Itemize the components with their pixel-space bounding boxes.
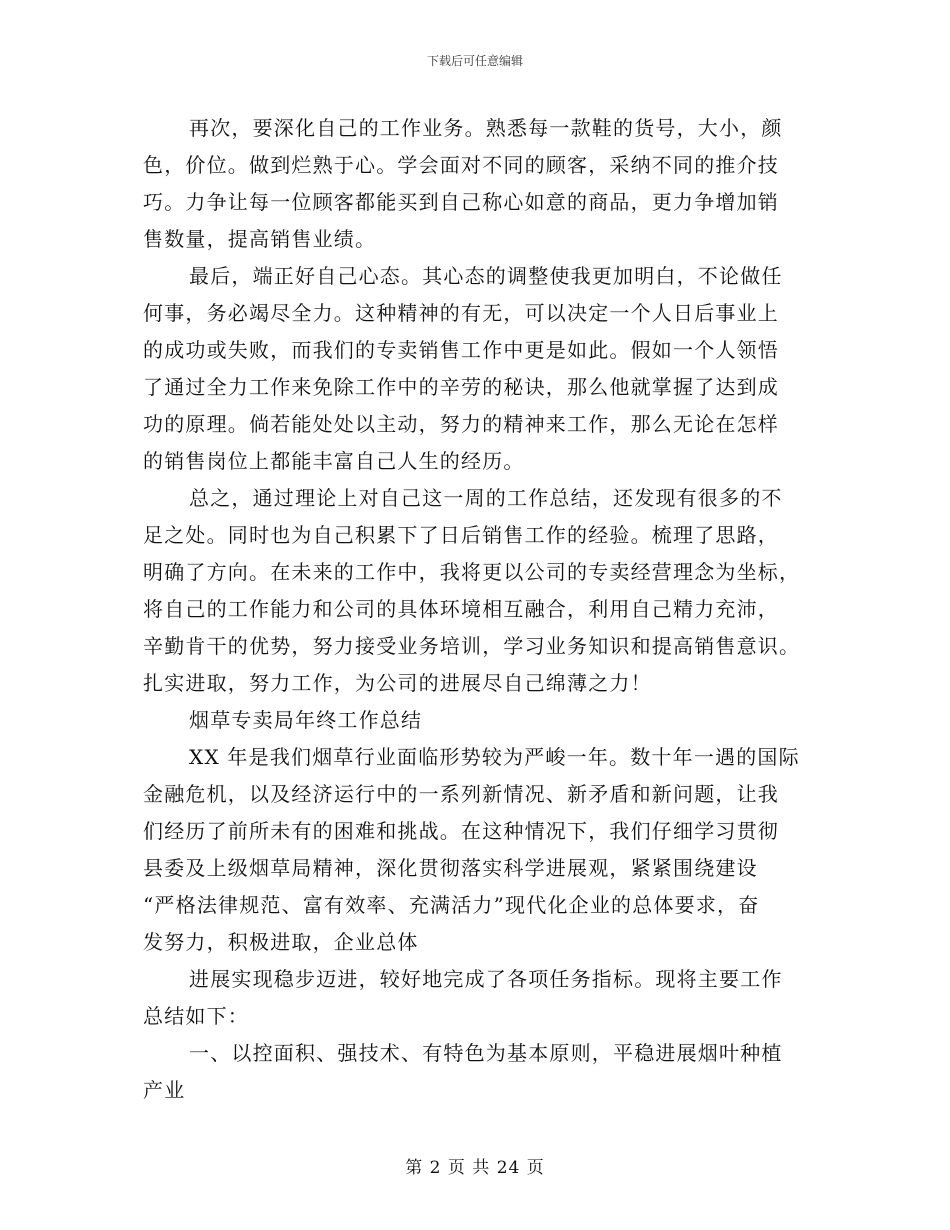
text-line: 何事，务必竭尽全力。这种精神的有无，可以决定一个人日后事业上 [143, 301, 779, 325]
page-header: 下载后可任意编辑 [426, 54, 523, 68]
text-line: 的销售岗位上都能丰富自己人生的经历。 [143, 449, 525, 473]
text-line: 总结如下： [143, 1004, 249, 1028]
text-line: 售数量，提高销售业绩。 [143, 227, 377, 251]
text-line: 产业 [143, 1078, 186, 1102]
text-line: 明确了方向。在未来的工作中，我将更以公司的专卖经营理念为坐标， [143, 560, 801, 584]
text-line: 巧。力争让每一位顾客都能买到自己称心如意的商品，更力争增加销 [143, 190, 779, 214]
text-line: 县委及上级烟草局精神，深化贯彻落实科学进展观，紧紧围绕建设 [143, 856, 758, 880]
document-body [143, 110, 813, 1109]
page-footer: 第 2 页 共 24 页 [405, 1158, 545, 1178]
text-line: 总之，通过理论上对自己这一周的工作总结，还发现有很多的不 [189, 486, 783, 510]
text-line: “严格法律规范、富有效率、充满活力”现代化企业的总体要求，奋 [143, 893, 760, 917]
text-line: 们经历了前所未有的困难和挑战。在这种情况下，我们仔细学习贯彻 [143, 819, 779, 843]
text-line: 足之处。同时也为自己积累下了日后销售工作的经验。梳理了思路， [143, 523, 779, 547]
text-line: 扎实进取，努力工作，为公司的进展尽自己绵薄之力！ [143, 671, 652, 695]
text-line: 金融危机，以及经济运行中的一系列新情况、新矛盾和新问题，让我 [143, 782, 779, 806]
text-line: 再次，要深化自己的工作业务。熟悉每一款鞋的货号，大小，颜 [189, 116, 783, 140]
text-line: 了通过全力工作来免除工作中的辛劳的秘诀，那么他就掌握了达到成 [143, 375, 779, 399]
text-line: 烟草专卖局年终工作总结 [189, 708, 423, 732]
text-line: 最后，端正好自己心态。其心态的调整使我更加明白，不论做任 [189, 264, 783, 288]
text-line: 进展实现稳步迈进，较好地完成了各项任务指标。现将主要工作 [189, 967, 783, 991]
text-line: 色，价位。做到烂熟于心。学会面对不同的顾客，采纳不同的推介技 [143, 153, 779, 177]
text-line: XX 年是我们烟草行业面临形势较为严峻一年。数十年一遇的国际 [189, 745, 800, 769]
text-line: 将自己的工作能力和公司的具体环境相互融合，利用自己精力充沛， [143, 597, 779, 621]
text-line: 发努力，积极进取，企业总体 [143, 930, 419, 954]
text-line: 一、以控面积、强技术、有特色为基本原则，平稳进展烟叶种植 [189, 1041, 783, 1065]
text-line: 功的原理。倘若能处处以主动，努力的精神来工作，那么无论在怎样 [143, 412, 779, 436]
text-line: 辛勤肯干的优势，努力接受业务培训，学习业务知识和提高销售意识。 [143, 634, 801, 658]
text-line: 的成功或失败，而我们的专卖销售工作中更是如此。假如一个人领悟 [143, 338, 779, 362]
